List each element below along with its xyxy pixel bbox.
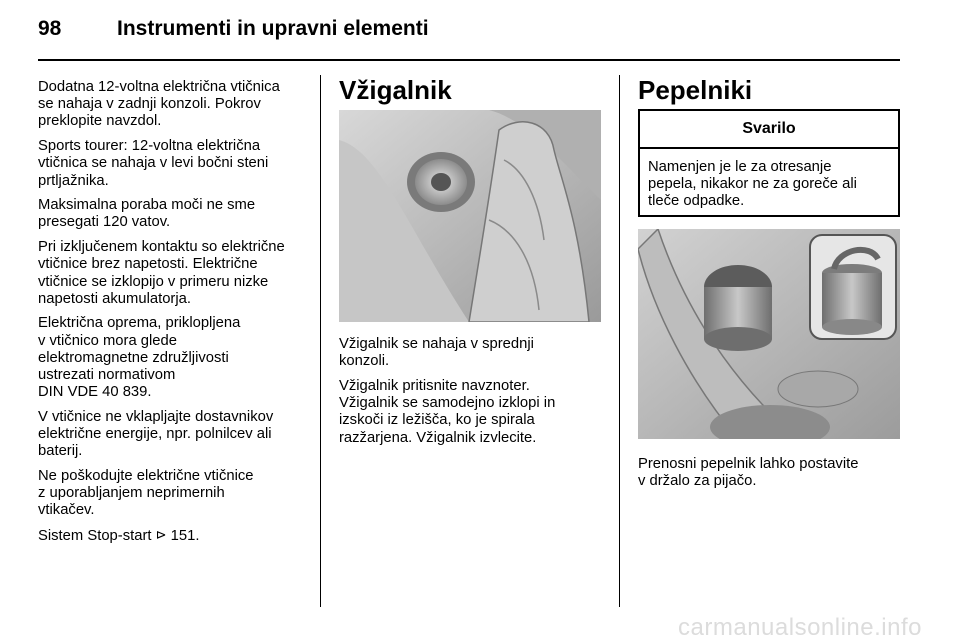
paragraph: Vžigalnik se nahaja v sprednji konzoli. xyxy=(339,336,534,370)
paragraph: Sports tourer: 12-voltna električna vtičnica se nahaja v levi bočni steni prtljažnika. xyxy=(38,138,269,189)
paragraph: Ne poškodujte električne vtičnice z uporabljanjem neprimernih vtikačev. xyxy=(38,468,254,519)
column-divider-left xyxy=(320,75,321,607)
warning-text: Namenjen je le za otresanje pepela, nikakor ne za goreče ali tleče odpadke. xyxy=(648,159,857,210)
portable-ashtray-photo xyxy=(638,229,900,439)
paragraph: Pri izključenem kontaktu so električne vtičnice brez napetosti. Električne vtičnice se izklopijo v primeru nizke napetosti akumulatorja. xyxy=(38,239,285,307)
warning-box xyxy=(638,109,900,217)
warning-heading: Svarilo xyxy=(640,111,898,149)
watermark: carmanualsonline.info xyxy=(678,614,922,641)
paragraph: Maksimalna poraba moči ne sme presegati 120 vatov. xyxy=(38,197,256,231)
page-reference-link[interactable]: 151. xyxy=(170,528,200,545)
right-column-text xyxy=(638,456,900,498)
paragraph: Dodatna 12-voltna električna vtičnica se nahaja v zadnji konzoli. Pokrov preklopite navzdol. xyxy=(38,79,280,130)
middle-column-text xyxy=(339,336,601,454)
column-divider-right xyxy=(619,75,620,607)
paragraph: Prenosni pepelnik lahko postavite v držalo za pijačo. xyxy=(638,456,859,490)
page-header xyxy=(0,0,960,60)
paragraph: Vžigalnik pritisnite navznoter. Vžigalnik se samodejno izklopi in izskoči iz ležišča, ko je spirala razžarjena. Vžigalnik izvlecite. xyxy=(339,377,556,446)
page-number: 98 xyxy=(38,17,62,40)
header-rule xyxy=(38,59,900,61)
paragraph: V vtičnice ne vklapljajte dostavnikov električne energije, npr. polnilcev ali baterij. xyxy=(38,408,274,460)
page-title: Instrumenti in upravni elementi xyxy=(117,17,429,40)
cross-reference: Sistem Stop-start ⊳ 151. xyxy=(38,527,200,545)
paragraph: Električna oprema, priklopljena v vtičnico mora glede elektromagnetne združljivosti ustrezati normativom DIN VDE 40 839. xyxy=(38,315,241,401)
section-title-lighter: Vžigalnik xyxy=(339,75,452,105)
cigarette-lighter-photo xyxy=(339,110,601,322)
left-column xyxy=(38,79,314,553)
section-title-ashtrays: Pepelniki xyxy=(638,75,753,105)
arrow-right-icon: ⊳ xyxy=(155,527,167,543)
